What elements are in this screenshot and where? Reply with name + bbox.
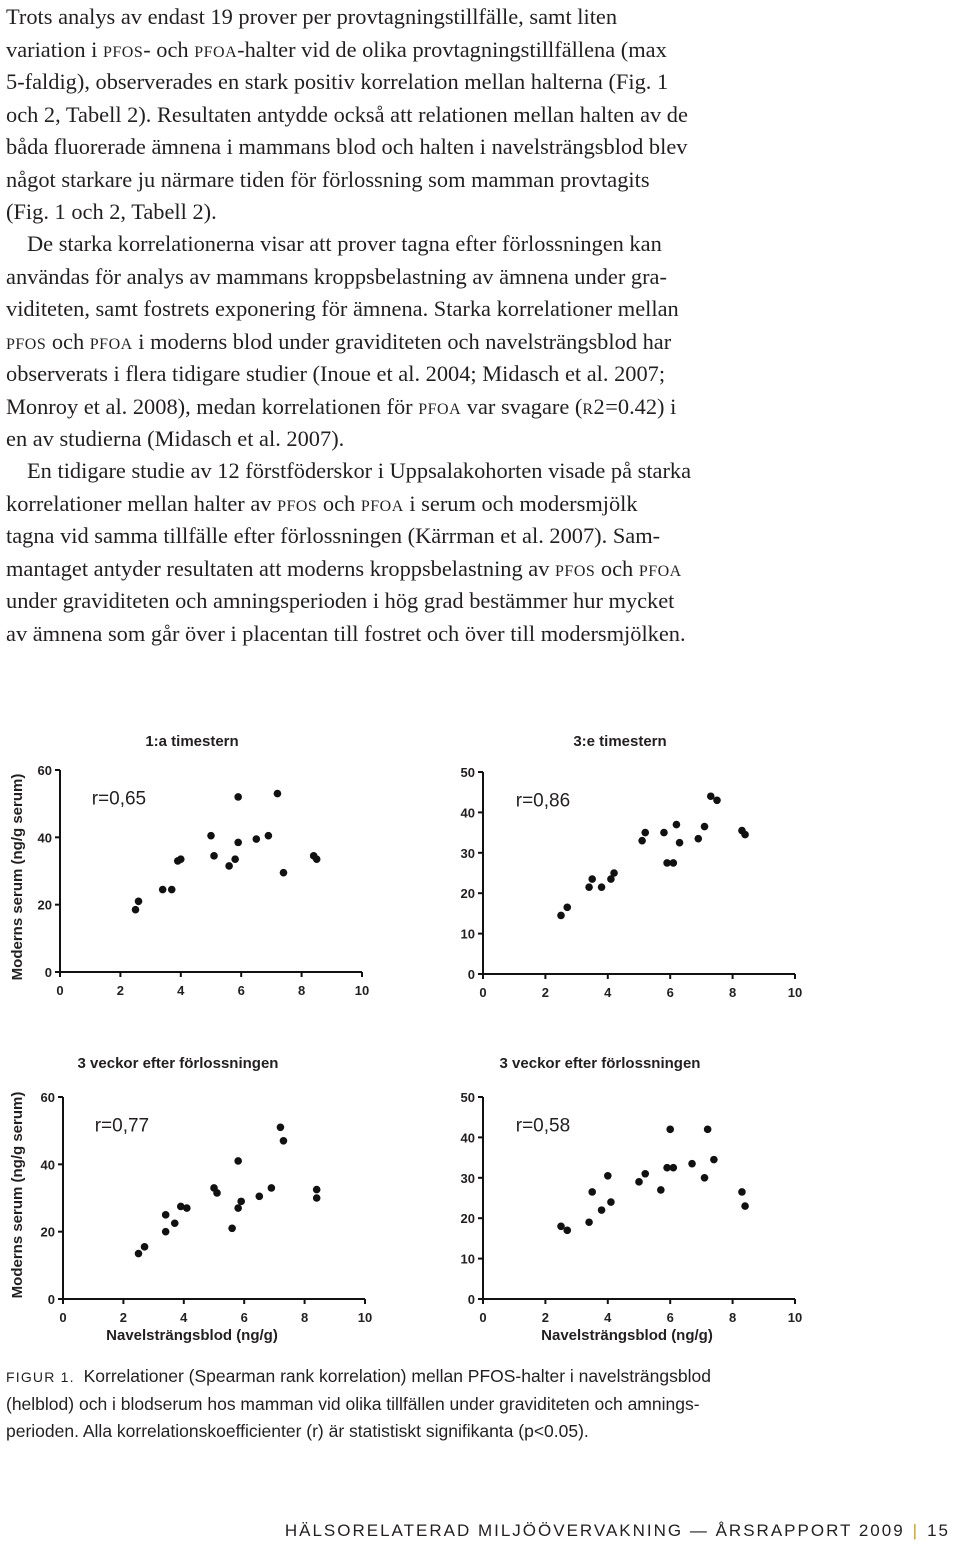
data-point [585,1218,593,1226]
data-point [588,875,596,883]
y-axis-label-bottom: Moderns serum (ng/g serum) [9,1091,26,1299]
data-point [277,1124,285,1132]
x-tick-label: 10 [787,985,803,1000]
text-line [6,34,886,67]
caption-line-3: perioden. Alla korrelationskoefficienter (r) är statistiskt signifikanta (p<0.05). [6,1421,589,1441]
text-line: tagna vid samma tillfälle efter förlossningen (Kärrman et al. 2007). Sam- [6,523,661,548]
paragraph-2 [6,228,886,456]
text-segment: Monroy et al. 2008), medan korrelationen för [6,393,419,419]
text-line: Trots analys av endast 19 prover per provtagningstillfälle, samt liten [6,4,618,29]
data-point [313,855,321,863]
data-point [313,1194,321,1202]
text-line [6,326,886,359]
text-line: båda fluorerade ämnena i mammans blod och halten i navelsträngsblod blev [6,134,688,159]
data-point [177,855,185,863]
text-line: 5-faldig), observerades en stark positiv korrelation mellan halterna (Fig. 1 [6,69,669,94]
x-tick-label: 10 [787,1310,803,1325]
y-tick-label: 50 [460,1090,475,1105]
data-point [660,829,668,837]
y-tick-label: 50 [460,765,475,780]
text-line: observerats i flera tidigare studier (Inoue et al. 2004; Midasch et al. 2007; [6,361,666,386]
text-line: av ämnena som går över i placentan till fostret och över till modersmjölken. [6,620,686,646]
paragraph-1 [6,1,886,229]
data-point [313,1186,321,1194]
x-tick-label: 6 [666,1310,674,1325]
data-point [610,869,618,877]
text-segment: =0.42) i [605,393,677,419]
x-tick-label: 2 [119,1310,128,1325]
data-point [171,1219,179,1227]
footer-title: HÄLSORELATERAD MILJÖÖVERVAKNING — ÅRSRAPPORT 2009 [284,1521,905,1540]
y-tick-label: 0 [467,1292,475,1307]
x-tick-label: 0 [56,983,64,998]
data-point [710,1156,718,1164]
x-tick-label: 10 [354,983,370,998]
caption-line-2: (helblod) och i blodserum hos mamman vid olika tillfällen under graviditeten och amnings- [6,1394,700,1414]
chart-title: 3:e timestern [573,733,667,750]
text-line: (Fig. 1 och 2, Tabell 2). [6,199,217,224]
acronym: pfos [6,328,47,354]
data-point [657,1186,665,1194]
x-axis-label-left: Navelsträngsblod (ng/g) [106,1327,278,1344]
x-tick-label: 0 [59,1310,67,1325]
text-line: En tidigare studie av 12 förstföderskor i Uppsalakohorten visade på starka [27,458,692,483]
data-point [280,869,288,877]
y-axis-label-top: Moderns serum (ng/g serum) [9,773,26,981]
data-point [598,883,606,891]
x-tick-label: 6 [237,983,245,998]
data-point [701,1174,709,1182]
data-point [168,886,176,894]
text-segment: och [595,555,639,581]
text-segment: och [46,328,90,354]
data-point [741,1202,749,1210]
data-point [585,883,593,891]
data-point [673,821,681,829]
data-point [234,793,242,801]
y-tick-label: 40 [460,805,475,821]
correlation-annotation: r=0,58 [515,1115,571,1137]
y-tick-label: 0 [47,1292,55,1307]
data-point [234,1204,242,1212]
data-point [607,1198,615,1206]
text-segment: och [317,490,361,516]
data-point [738,1188,746,1196]
acronym: r2 [582,393,606,419]
chart-title: 1:a timestern [145,733,239,750]
data-point [228,1225,236,1233]
acronym: pfoa [638,555,682,581]
chart-title: 3 veckor efter förlossningen [77,1055,279,1072]
data-point [210,852,218,860]
text-segment: korrelationer mellan halter av [6,490,278,516]
y-tick-label: 10 [460,926,475,942]
footer-divider: | [912,1521,920,1540]
data-point [280,1137,288,1145]
text-line: en av studierna (Midasch et al. 2007). [6,426,345,451]
y-tick-label: 20 [40,1224,55,1240]
acronym: pfos [277,490,318,516]
x-tick-label: 8 [728,985,737,1000]
y-tick-label: 30 [460,1170,475,1186]
acronym: pfos [103,36,144,62]
y-tick-label: 60 [37,763,52,778]
x-tick-label: 4 [177,983,185,998]
data-point [162,1228,170,1236]
data-point [598,1206,606,1214]
figure-caption [6,1363,906,1445]
data-point [255,1193,263,1201]
data-point [234,1157,242,1165]
data-point [604,1172,612,1180]
figure-label: FIGUR 1. [6,1369,75,1385]
y-tick-label: 10 [460,1251,475,1267]
data-point [252,835,260,843]
x-tick-label: 0 [479,985,487,1000]
y-tick-label: 40 [460,1130,475,1146]
acronym: pfoa [89,328,133,354]
data-point [666,1126,674,1134]
text-line: och 2, Tabell 2). Resultaten antydde också att relationen mellan halten av de [6,101,688,127]
text-segment: variation i [6,36,103,62]
x-tick-label: 2 [116,983,125,998]
y-tick-label: 30 [460,845,475,861]
text-line: viditeten, samt fostrets exponering för ämnena. Starka korrelationer mellan [6,296,679,321]
x-tick-label: 8 [297,983,306,998]
acronym: pfoa [418,393,462,419]
caption-line-1: Korrelationer (Spearman rank korrelation) mellan PFOS-halter i navelsträngsblod [83,1366,711,1386]
chart-title: 3 veckor efter förlossningen [499,1055,701,1072]
data-point [638,837,646,845]
text-line: användas för analys av mammans kroppsbelastning av ämnena under gra- [6,263,667,289]
y-tick-label: 40 [40,1157,55,1173]
paragraph-3 [6,455,886,650]
y-tick-label: 20 [460,886,475,902]
text-line: något starkare ju närmare tiden för förlossning som mamman provtagits [6,166,650,192]
data-point [234,839,242,847]
text-segment: -halter vid de olika provtagningstillfällena (max [237,36,667,62]
x-tick-label: 4 [604,985,612,1000]
data-point [557,1222,565,1230]
x-tick-label: 2 [541,985,550,1000]
data-point [694,835,702,843]
text-line [6,488,886,521]
data-point [213,1189,221,1197]
data-point [588,1188,596,1196]
text-segment: i serum och modersmjölk [403,490,638,516]
data-point [563,1227,571,1235]
text-segment: - och [143,36,195,62]
y-tick-label: 0 [44,965,52,980]
text-line: De starka korrelationerna visar att prover tagna efter förlossningen kan [27,231,662,256]
x-tick-label: 10 [357,1310,373,1325]
data-point [274,790,282,798]
data-point [563,904,571,912]
data-point [707,792,715,800]
data-point [135,898,143,906]
data-point [225,862,233,870]
data-point [141,1243,149,1251]
correlation-annotation: r=0,86 [515,790,571,812]
data-point [688,1160,696,1168]
data-point [159,886,167,894]
y-tick-label: 20 [460,1211,475,1227]
page-footer [285,1521,950,1541]
data-point [670,1164,678,1172]
acronym: pfoa [360,490,404,516]
acronym: pfos [555,555,596,581]
data-point [670,859,678,867]
data-point [268,1184,276,1192]
x-axis-label-right: Navelsträngsblod (ng/g) [541,1327,713,1344]
correlation-annotation: r=0,77 [94,1115,150,1137]
acronym: pfoa [194,36,238,62]
y-tick-label: 0 [467,967,475,982]
data-point [641,829,649,837]
data-point [135,1250,143,1258]
data-point [183,1204,191,1212]
x-tick-label: 6 [666,985,674,1000]
data-point [676,839,684,847]
text-line: under graviditeten och amningsperioden i hög grad bestämmer hur mycket [6,588,675,613]
data-point [132,906,140,914]
data-point [162,1211,170,1219]
x-tick-label: 6 [240,1310,248,1325]
correlation-annotation: r=0,65 [91,788,147,810]
data-point [265,832,273,840]
figure-1-scatter-plots [0,720,960,1360]
data-point [207,832,215,840]
x-tick-label: 4 [604,1310,612,1325]
y-tick-label: 20 [37,897,52,913]
x-tick-label: 8 [300,1310,309,1325]
text-segment: i moderns blod under graviditeten och navelsträngsblod har [132,328,672,354]
text-line [6,391,886,424]
y-tick-label: 40 [37,830,52,846]
page-number: 15 [927,1521,950,1540]
text-segment: var svagare ( [461,393,583,419]
data-point [557,912,565,920]
text-segment: mantaget antyder resultaten att moderns kroppsbelastning av [6,555,556,581]
data-point [704,1126,712,1134]
data-point [641,1170,649,1178]
data-point [713,796,721,804]
data-point [635,1178,643,1186]
x-tick-label: 2 [541,1310,550,1325]
y-tick-label: 60 [40,1090,55,1105]
x-tick-label: 8 [728,1310,737,1325]
data-point [237,1198,245,1206]
x-tick-label: 4 [180,1310,188,1325]
x-tick-label: 0 [479,1310,487,1325]
text-line [6,553,886,586]
data-point [741,831,749,839]
data-point [231,855,239,863]
data-point [701,823,709,831]
